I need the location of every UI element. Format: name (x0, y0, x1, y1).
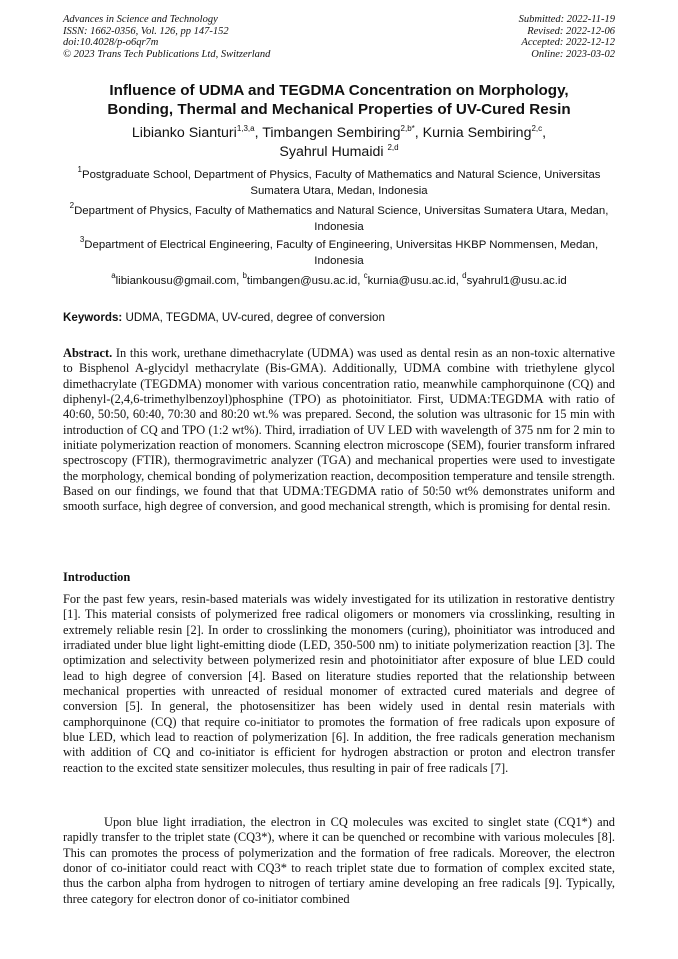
author-separator: , (542, 125, 547, 141)
copyright: © 2023 Trans Tech Publications Ltd, Switzerland (63, 48, 271, 60)
affiliation-number: 2 (69, 201, 75, 210)
issn: ISSN: 1662-0356, Vol. 126, pp 147-152 (63, 25, 229, 37)
email-c[interactable]: kurnia@usu.ac.id, (367, 275, 463, 287)
keywords-label: Keywords: (63, 311, 123, 324)
author-name: Syahrul Humaidi (279, 143, 388, 160)
affiliation-number: 3 (79, 235, 85, 244)
author-affiliation-mark: 2,c (531, 124, 543, 133)
abstract-label: Abstract. (63, 346, 113, 360)
dates-header (519, 14, 615, 60)
abstract (63, 346, 615, 515)
title-line-2: Bonding, Thermal and Mechanical Properties of UV-Cured Resin (107, 100, 571, 118)
email-d[interactable]: syahrul1@usu.ac.id (466, 275, 567, 287)
introduction-heading: Introduction (63, 570, 131, 584)
journal-name: Advances in Science and Technology (63, 14, 218, 25)
affiliation-text: Department of Electrical Engineering, Faculty of Engineering, Universitas HKBP Nommensen, Medan, Indonesia (84, 239, 599, 267)
affiliation-2 (60, 201, 618, 235)
email-b[interactable]: timbangen@usu.ac.id, (246, 275, 364, 287)
abstract-text: In this work, urethane dimethacrylate (UDMA) was used as dental resin as an non-toxic alternative to Bisphenol A-glycidyl methacrylate (Bis-GMA). Additionally, UDMA combine with triethylene glycol dimethacrylate (TEGDMA) monomer with various concentration ratio, meanwhile camphorquinone (CQ) and diphenyl-(2,4,6-trimethylbenzoyl)phosphine (TPO) as photoinitiator. First, UDMA:TEGDMA with ratio of 40:60, 50:50, 60:40, 70:30 and 80:20 wt.% was prepared. Second, the solution was ultrasonic for 15 min with introduction of CQ and TPO (1:2 wt%). Third, irradiation of UV LED with wavelength of 375 nm for 2 min to initiate polymerization reaction of monomers. Scanning electron microscope (SEM), fourier transform infrared spectroscopy (FTIR), thermogravimetric analyzer (TGA) and mechanical properties were used to investigate the morphology, chemical bonding of polymerization reaction, decomposition temperature and tensile strength. Based on our findings, we found that that UDMA:TEGDMA ratio of 50:50 wt% demonstrates uniform and smooth surface, high degree of conversion, and good mechanical strength, which is promising for dental resin. (63, 346, 615, 514)
affiliation-3 (60, 235, 618, 269)
introduction-paragraph-2: Upon blue light irradiation, the electron in CQ molecules was excited to singlet state (CQ1*) and rapidly transfer to the triplet state (CQ3*), where it can be quenched or recombine with various molecules [8]. This can promotes the process of polymerization and the formation of free radicals. Moreover, the electron donor of co-initiator could react with CQ3* to reach triplet state due to formation of complex excited state, thus the carbon alpha from hydrogen to nitrogen of tertiary amine developing an free radicals [9]. Typically, three category for electron donor of co-initiator combined (63, 815, 615, 906)
keywords-text: UDMA, TEGDMA, UV-cured, degree of conversion (122, 311, 385, 324)
affiliation-text: Postgraduate School, Department of Physics, Faculty of Mathematics and Natural Science, Universitas Sumatera Utara, Medan, Indonesia (81, 169, 601, 197)
author-list (40, 124, 638, 161)
paper-title (40, 82, 638, 119)
affiliation-text: Department of Physics, Faculty of Mathematics and Natural Science, Universitas Sumatera Utara, Medan, Indonesia (74, 205, 609, 233)
author-affiliation-mark: 1,3,a (236, 124, 255, 133)
revised-date: Revised: 2022-12-06 (527, 25, 615, 37)
author-affiliation-mark: 2,b* (400, 124, 415, 133)
title-line-1: Influence of UDMA and TEGDMA Concentration on Morphology, (109, 82, 569, 99)
submitted-date: Submitted: 2022-11-19 (518, 14, 615, 25)
online-date: Online: 2023-03-02 (531, 48, 615, 60)
affiliation-number: 1 (77, 165, 82, 174)
email-a[interactable]: libiankousu@gmail.com, (115, 275, 243, 287)
author-emails: $^a$libiankousu@gmail.com, $^b$timbangen@usu.ac.id, $^c$kurnia@usu.ac.id, $^d$syahrul1@usu.ac.id (111, 271, 567, 287)
author-line-2 (40, 143, 638, 162)
keywords (63, 310, 615, 325)
journal-header (63, 14, 270, 60)
author-name: , Kurnia Sembiring (414, 125, 532, 141)
author-line-1 (40, 124, 638, 143)
affiliation-1 (60, 165, 618, 199)
author-affiliation-mark: 2,d (387, 142, 399, 152)
introduction-paragraph-1: For the past few years, resin-based materials was widely investigated for its utilization in restorative dentistry [1]. This material consists of polymerized free radical oligomers or monomers via crosslinking, resulting in extremely reliable resin [2]. In order to crosslinking the monomers (curing), phoinitiator was introduced and irradiated under blue light light-emitting diode (LED, 350-500 nm) to initiate polymerization reaction [3]. The optimization and selectivity between polymerized resin and photoinitiator after exposure of blue LED could lead to high degree of conversion [4]. Based on literature studies reported that the relationship between mechanical properties with unreacted of residual monomer of extracted cured materials and degree of conversion [5]. In general, the photosensitizer has been widely used in dental resin materials with camphorquinone (CQ) that require co-initiator to promotes the formation of free radicals upon exposure of blue LED, which lead to reaction of polymerization [6]. In addition, the free radicals generation mechanism with addition of CQ and co-initiator is efficient for hydrogen abstraction or proton and electron transfer reaction to the excited state sensitizer molecules, thus resulting in pair of free radicals [7]. (63, 592, 615, 775)
accepted-date: Accepted: 2022-12-12 (521, 37, 615, 49)
doi[interactable]: doi:10.4028/p-o6qr7m (63, 37, 159, 49)
author-name: Libianko Sianturi (131, 125, 237, 141)
author-name: , Timbangen Sembiring (254, 125, 401, 141)
